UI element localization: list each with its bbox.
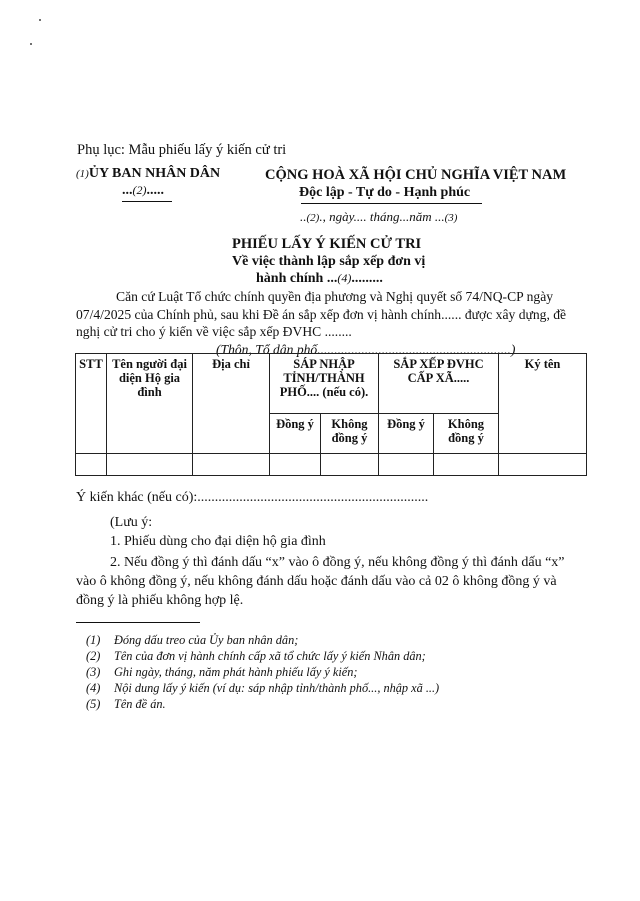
header-merge-agree: Đồng ý (270, 414, 321, 454)
area-line: (Thôn, Tổ dân phố.........................................................) (216, 341, 516, 357)
footnote-ref: (4) (337, 271, 352, 285)
checkbox-arrange-disagree[interactable] (434, 454, 499, 476)
issuer-underline (122, 201, 172, 202)
footnote-3: (3) Ghi ngày, tháng, năm phát hành phiếu lấy ý kiến; (86, 665, 358, 679)
issuer-unit: ...(2)..... (122, 183, 164, 198)
checkbox-arrange-agree[interactable] (379, 454, 434, 476)
note-heading: (Lưu ý: (110, 515, 153, 530)
header-household: Tên người đại diện Hộ gia đình (107, 354, 193, 454)
note-item-1: 1. Phiếu dùng cho đại diện hộ gia đình (110, 534, 326, 549)
header-stt: STT (76, 354, 107, 454)
header-arrange: SẮP XẾP ĐVHC CẤP XÃ..... (379, 354, 499, 414)
header-sign: Ký tên (499, 354, 587, 454)
header-address: Địa chỉ (193, 354, 270, 454)
scan-speck (39, 19, 41, 21)
footnote-ref: (2) (132, 183, 147, 197)
footnote-1: (1) Đóng dấu treo của Ủy ban nhân dân; (86, 633, 299, 647)
national-title: CỘNG HOÀ XÃ HỘI CHỦ NGHĨA VIỆT NAM (265, 167, 567, 183)
header-arrange-agree: Đồng ý (379, 414, 434, 454)
checkbox-merge-disagree[interactable] (321, 454, 379, 476)
table-cell[interactable] (76, 454, 107, 476)
issuer-org-name (76, 166, 220, 182)
footnote-2: (2) Tên của đơn vị hành chính cấp xã tổ chức lấy ý kiến Nhân dân; (86, 649, 426, 663)
national-motto: Độc lập - Tự do - Hạnh phúc (299, 185, 471, 200)
form-title: PHIẾU LẤY Ý KIẾN CỬ TRI (232, 236, 422, 252)
ballot-table (75, 353, 587, 476)
header-merge: SÁP NHẬP TỈNH/THÀNH PHỐ.... (nếu có). (270, 354, 379, 414)
appendix-title: Phụ lục: Mẫu phiếu lấy ý kiến cử tri (77, 142, 287, 158)
intro-paragraph: Căn cứ Luật Tổ chức chính quyền địa phương và Nghị quyết số 74/NQ-CP ngày 07/4/2025 của Chính phủ, sau khi Đề án sắp xếp đơn vị hành chính...... được xây dựng, đề nghị cử tri cho ý kiến về việc sắp xếp ĐVHC ........ (Thôn, Tổ dân phố.........................................................) (76, 288, 588, 358)
table-cell[interactable] (107, 454, 193, 476)
signature-cell[interactable] (499, 454, 587, 476)
form-subtitle-line2: hành chính ...(4)......... (256, 271, 383, 286)
header-merge-disagree: Không đồng ý (321, 414, 379, 454)
note-item-2: 2. Nếu đồng ý thì đánh dấu “x” vào ô đồng ý, nếu không đồng ý thì đánh dấu “x” vào ô không đồng ý, nếu không đánh dấu hoặc đánh dấu vào cả 02 ô không đồng ý và đồng ý là phiếu không hợp lệ. (76, 555, 565, 608)
other-opinion: Ý kiến khác (nếu có):.................................................................. (76, 490, 429, 505)
motto-underline (301, 203, 482, 204)
checkbox-merge-agree[interactable] (270, 454, 321, 476)
scan-speck (30, 43, 32, 45)
footnote-4: (4) Nội dung lấy ý kiến (ví dụ: sáp nhập tỉnh/thành phố..., nhập xã ...) (86, 681, 440, 695)
table-row (76, 454, 587, 476)
table-cell[interactable] (193, 454, 270, 476)
footnote-ref: (1) (76, 168, 89, 180)
footnote-5: (5) Tên đề án. (86, 697, 166, 711)
date-line: ..(2)., ngày.... tháng...năm ...(3) (300, 209, 458, 224)
footnote-separator (76, 622, 200, 623)
org-name: ỦY BAN NHÂN DÂN (88, 166, 221, 181)
form-subtitle-line1: Về việc thành lập sắp xếp đơn vị (232, 254, 426, 269)
header-arrange-disagree: Không đồng ý (434, 414, 499, 454)
